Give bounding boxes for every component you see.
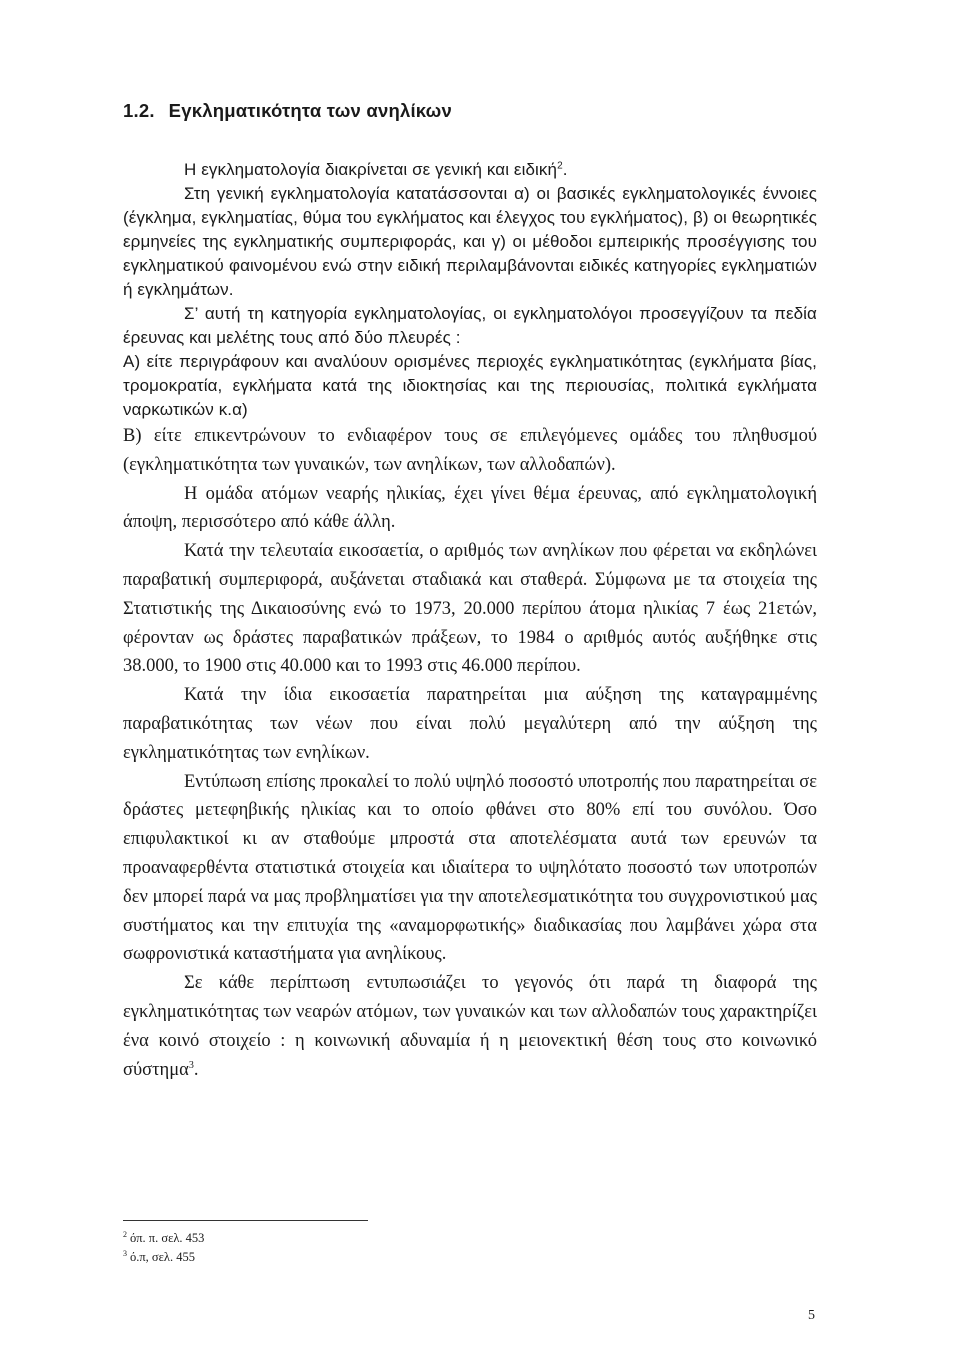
paragraph-end: . [562, 160, 568, 179]
paragraph-category: Σ’ αυτή τη κατηγορία εγκληματολογίας, οι εγκληματολόγοι προσεγγίζουν τα πεδία έρευνας και μελέτης τους από δύο πλευρές : [123, 304, 817, 347]
paragraph-option-b: Β) είτε επικεντρώνουν το ενδιαφέρον τους σε επιλεγόμενες ομάδες του πληθυσμού (εγκληματικότητα των γυναικών, των ανηλίκων, των αλλοδαπών). [123, 426, 817, 475]
footnote-text: ό.π, σελ. 455 [130, 1250, 195, 1264]
paragraph-option-a: Α) είτε περιγράφουν και αναλύουν ορισμένες περιοχές εγκληματικότητας (εγκλήματα βίας, τρομοκρατία, εγκλήματα κατά της ιδιοκτησίας και της περιουσίας, πολιτικά εγκλήματα ναρκωτικών κ.α) [123, 352, 817, 419]
paragraph-recidivism: Εντύπωση επίσης προκαλεί το πολύ υψηλό ποσοστό υποτροπής που παρατηρείται σε δράστες μετεφηβικής ηλικίας και το οποίο φθάνει στο 80% επί του συνόλου. Όσο επιφυλακτικοί κι αν σταθούμε μπροστά στα αποτελέσματα αυτά των ερευνών τα προαναφερθέντα στατιστικά στοιχεία και ιδιαίτερα το υψηλότατο ποσοστό των υποτροπών δεν μπορεί παρά να μας προβληματίσει για την αποτελεσματικότητα του συγχρονιστικού μας συστήματος και την επιτυχία της «αναμορφωτικής» διαδικασίας που λαμβάνει χώρα στα σωφρονιστικά καταστήματα για ανηλίκους. [123, 771, 817, 965]
paragraph-youth-group: Η ομάδα ατόμων νεαρής ηλικίας, έχει γίνει θέμα έρευνας, από εγκληματολογική άποψη, περισσότερο από κάθε άλλη. [123, 483, 817, 533]
paragraph-end: . [193, 1059, 199, 1080]
paragraph-intro [123, 158, 817, 182]
page-number: 5 [808, 1308, 815, 1323]
serif-text-block [123, 422, 817, 1084]
footnote-mark: 2 [123, 1229, 127, 1239]
paragraph-conclusion [123, 969, 817, 1084]
footnote-divider [123, 1220, 368, 1221]
section-number: 1.2. [123, 100, 155, 121]
footnotes [123, 1229, 204, 1267]
footnote-mark: 3 [123, 1248, 127, 1258]
footnote-ref: 3 [188, 1059, 194, 1071]
paragraph-general: Στη γενική εγκληματολογία κατατάσσονται α) οι βασικές εγκληματολογικές έννοιες (έγκλημα, εγκληματίας, θύμα του εγκλήματος και έλεγχος του εγκλήματος), β) οι θεωρητικές ερμηνείες της εγκληματικής συμπεριφοράς, και γ) οι μέθοδοι εμπειρικής προσέγγισης του εγκληματικού φαινομένου ενώ στην ειδική περιλαμβάνονται ειδικές κατηγορίες εγκληματιών ή εγκλημάτων. [123, 184, 817, 299]
footnote-item [123, 1229, 204, 1248]
footnote-ref: 2 [557, 160, 563, 172]
section-title: Εγκληματικότητα των ανηλίκων [168, 100, 452, 121]
paragraph-increase: Κατά την ίδια εικοσαετία παρατηρείται μια αύξηση της καταγραμμένης παραβατικότητας των νέων που είναι πολύ μεγαλύτερη από την αύξηση της εγκληματικότητας των ενηλίκων. [123, 685, 817, 763]
paragraph-text: Η εγκληματολογία διακρίνεται σε γενική και ειδική [184, 160, 558, 179]
footnote-item [123, 1248, 204, 1267]
paragraph-statistics: Κατά την τελευταία εικοσαετία, ο αριθμός των ανηλίκων που φέρεται να εκδηλώνει παραβατική συμπεριφορά, αυξάνεται σταδιακά και σταθερά. Σύμφωνα με τα στοιχεία της Στατιστικής της Δικαιοσύνης ενώ το 1973, 20.000 περίπου άτομα ηλικίας 7 έως 21ετών, φέρονταν ως δράστες παραβατικών πράξεων, το 1984 ο αριθμός αυτός αυξήθηκε στις 38.000, το 1900 στις 40.000 και το 1993 στις 46.000 περίπου. [123, 541, 817, 677]
section-heading [123, 100, 817, 122]
footnote-text: όπ. π. σελ. 453 [130, 1231, 205, 1245]
sans-text-block [123, 158, 817, 422]
paragraph-text: Σε κάθε περίπτωση εντυπωσιάζει το γεγονός ότι παρά τη διαφορά της εγκληματικότητας των νεαρών ατόμων, των γυναικών και των αλλοδαπών τους χαρακτηρίζει ένα κοινό στοιχείο : η κοινωνική αδυναμία ή η μειονεκτική θέση τους στο κοινωνικό σύστημα [123, 973, 817, 1080]
page-content [123, 100, 817, 1084]
